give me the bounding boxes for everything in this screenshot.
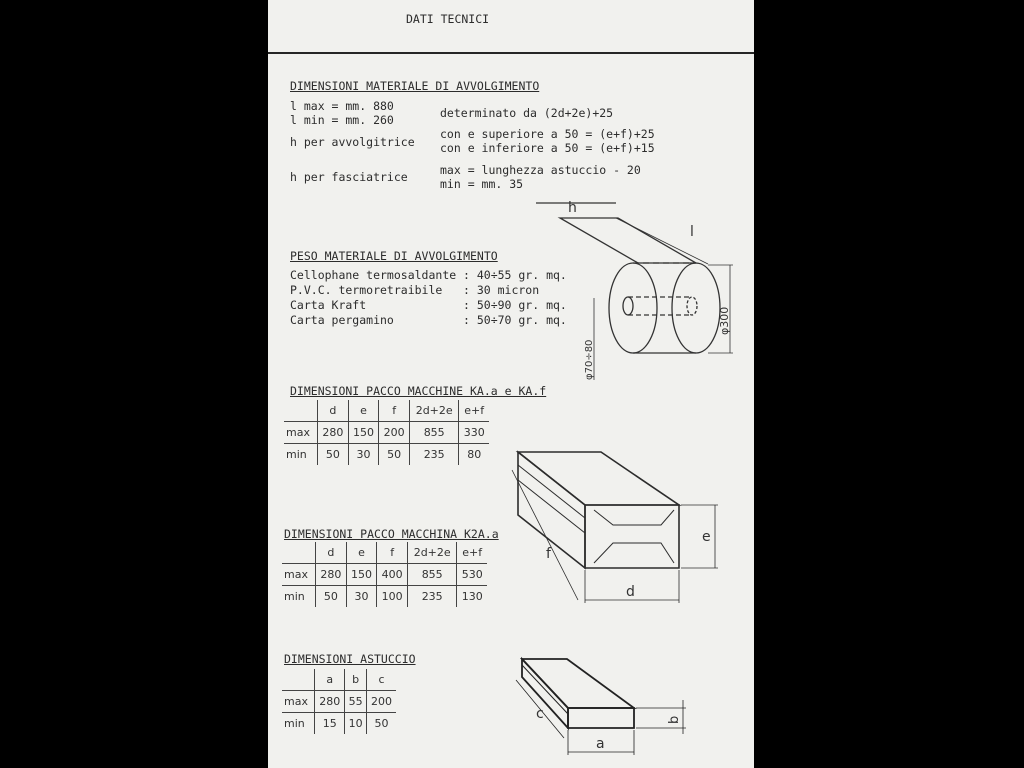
- table-cell: 10: [345, 713, 367, 735]
- section-heading-peso: PESO MATERIALE DI AVVOLGIMENTO: [290, 249, 498, 263]
- table-cell: e+f: [459, 400, 489, 422]
- table-cell: 30: [346, 586, 377, 608]
- roll-label-inner-dia: φ70÷80: [584, 339, 595, 380]
- table-cell: 200: [367, 691, 396, 713]
- table-cell: 150: [346, 564, 377, 586]
- peso-material: Carta pergamino: [290, 313, 394, 327]
- h-avvolgitrice-line2: con e inferiore a 50 = (e+f)+15: [440, 141, 655, 155]
- page-title: DATI TECNICI: [406, 12, 490, 26]
- table-cell: max: [282, 564, 316, 586]
- table-cell: 15: [315, 713, 345, 735]
- peso-value: : 50÷70 gr. mq.: [463, 313, 567, 327]
- document-page: [268, 0, 754, 768]
- h-fasciatrice-line2: min = mm. 35: [440, 177, 524, 191]
- table-cell: 50: [316, 586, 347, 608]
- table-cell: 55: [345, 691, 367, 713]
- peso-value: : 40÷55 gr. mq.: [463, 268, 567, 282]
- table-cell: c: [367, 669, 396, 691]
- h-fasciatrice-label: h per fasciatrice: [290, 170, 408, 184]
- peso-value: : 50÷90 gr. mq.: [463, 298, 567, 312]
- table-cell: 2d+2e: [407, 542, 456, 564]
- l-formula-text: determinato da (2d+2e)+25: [440, 106, 614, 120]
- table-cell: e: [348, 400, 379, 422]
- pack-label-d: d: [626, 584, 635, 600]
- table-cell: 530: [457, 564, 487, 586]
- table-cell: 150: [348, 422, 379, 444]
- table-cell: 80: [459, 444, 489, 466]
- table-cell: a: [315, 669, 345, 691]
- table-cell: 280: [318, 422, 349, 444]
- table-cell: 330: [459, 422, 489, 444]
- box-label-b: b: [667, 715, 682, 724]
- table-cell: 855: [409, 422, 458, 444]
- table-cell: e: [346, 542, 377, 564]
- peso-material: P.V.C. termoretraibile: [290, 283, 443, 297]
- table-cell: 280: [315, 691, 345, 713]
- table-cell: min: [284, 590, 305, 603]
- pack-label-e: e: [702, 529, 711, 545]
- h-avvolgitrice-label: h per avvolgitrice: [290, 135, 415, 149]
- peso-material: Carta Kraft: [290, 298, 367, 312]
- table-cell: max: [284, 422, 318, 444]
- box-label-a: a: [596, 736, 605, 752]
- table-cell: d: [318, 400, 349, 422]
- table-cell: min: [284, 717, 305, 730]
- roll-label-outer-dia: φ300: [718, 306, 731, 335]
- roll-label-h: h: [568, 200, 577, 216]
- table-cell: 855: [407, 564, 456, 586]
- table-cell: 50: [367, 713, 396, 735]
- table-cell: 235: [407, 586, 456, 608]
- table-cell: 2d+2e: [409, 400, 458, 422]
- table-cell: max: [282, 691, 315, 713]
- table-cell: e+f: [457, 542, 487, 564]
- section-heading-pacco-ka: DIMENSIONI PACCO MACCHINE KA.a e KA.f: [290, 384, 547, 398]
- table-cell: d: [316, 542, 347, 564]
- table-cell: 50: [318, 444, 349, 466]
- l-max-text: l max = mm. 880: [290, 99, 394, 113]
- table-cell: f: [377, 542, 408, 564]
- box-diagram: [268, 0, 754, 768]
- table-cell: f: [379, 400, 410, 422]
- table-cell: 50: [379, 444, 410, 466]
- h-fasciatrice-line1: max = lunghezza astuccio - 20: [440, 163, 641, 177]
- table-cell: min: [286, 448, 307, 461]
- table-cell: 280: [316, 564, 347, 586]
- table-cell: 200: [379, 422, 410, 444]
- section-heading-avvolgimento: DIMENSIONI MATERIALE DI AVVOLGIMENTO: [290, 79, 540, 93]
- peso-material: Cellophane termosaldante: [290, 268, 457, 282]
- roll-label-l: l: [690, 224, 694, 240]
- pack-label-f: f: [546, 546, 551, 562]
- table-cell: b: [345, 669, 367, 691]
- section-heading-pacco-k2a: DIMENSIONI PACCO MACCHINA K2A.a: [284, 527, 499, 541]
- table-cell: 130: [457, 586, 487, 608]
- table-cell: 30: [348, 444, 379, 466]
- table-cell: 100: [377, 586, 408, 608]
- box-label-c: c: [536, 706, 544, 722]
- table-cell: 235: [409, 444, 458, 466]
- l-min-text: l min = mm. 260: [290, 113, 394, 127]
- box-front-face: [568, 708, 634, 728]
- h-avvolgitrice-line1: con e superiore a 50 = (e+f)+25: [440, 127, 655, 141]
- box-side-face: [522, 659, 568, 728]
- peso-value: : 30 micron: [463, 283, 540, 297]
- box-edge-line: [522, 665, 568, 714]
- section-heading-astuccio: DIMENSIONI ASTUCCIO: [284, 652, 416, 666]
- table-cell: 400: [377, 564, 408, 586]
